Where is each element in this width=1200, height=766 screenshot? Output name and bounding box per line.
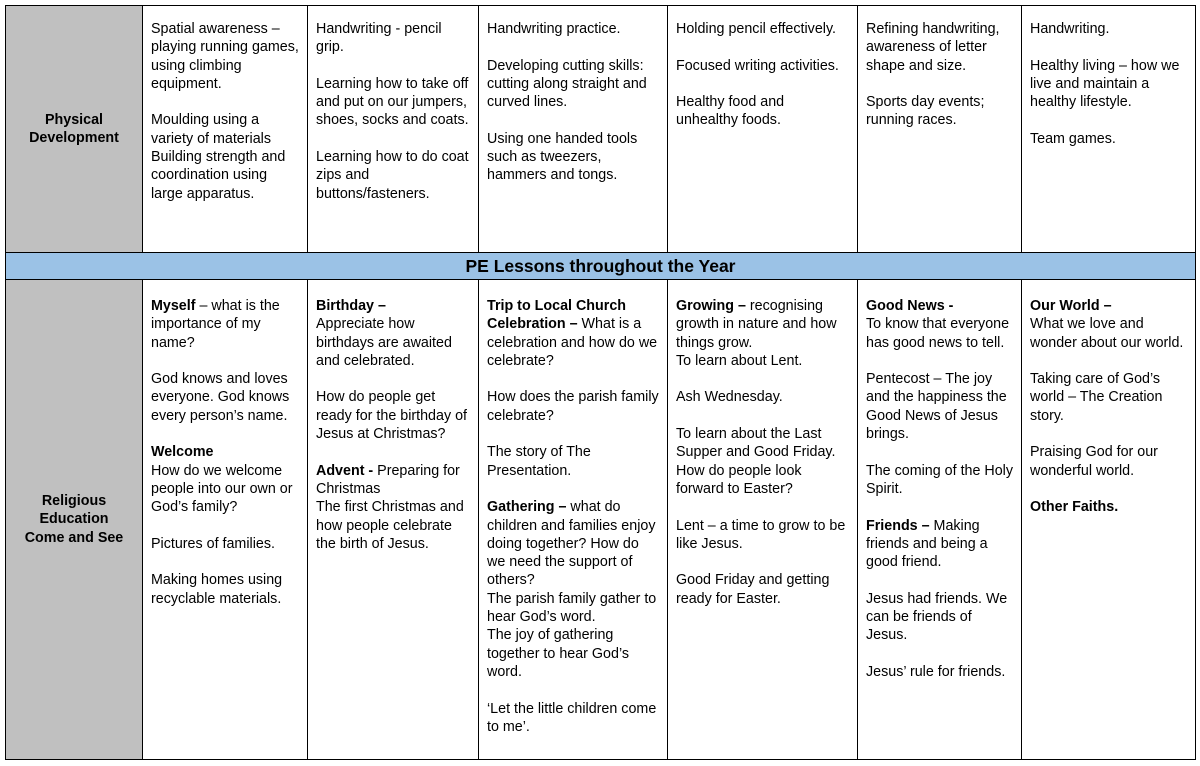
cell-paragraph [487,297,659,370]
physical-development-header [6,6,143,253]
cell-paragraph [1030,498,1187,516]
cell-text: The parish family gather to hear God’s word. [487,590,657,626]
cell-bold-heading: Good News - [866,298,954,314]
cell-text: To learn about Lent. [676,352,803,369]
cell-paragraph: Handwriting - pencil grip. [316,21,442,56]
cell-text: The joy of gathering together to hear God’s word. [487,627,630,680]
cell-paragraph [866,517,1013,572]
cell-paragraph: Spatial awareness – playing running games, using climbing equipment. [151,21,299,92]
cell-paragraph [316,462,470,553]
religious-education-header [6,280,143,760]
row-header-label: Religious [41,493,107,510]
cell-paragraph: How do people get ready for the birthday of Jesus at Christmas? [316,389,467,443]
cell-paragraph [676,425,849,498]
physical-autumn2-cell [308,6,479,253]
cell-text: How do people look forward to Easter? [676,462,802,497]
row-header-label: Physical [44,111,104,128]
cell-paragraph: Lent – a time to grow to be like Jesus. [676,517,846,552]
cell-text: To learn about the Last Supper and Good Friday. [676,426,836,461]
cell-bold-heading: Growing – [676,298,746,314]
cell-text: – what is the importance of my name? [151,298,280,351]
cell-text: recognising growth in nature and how things grow. [676,298,837,351]
cell-paragraph: Handwriting practice. [487,21,621,37]
re-autumn2-cell [308,280,479,760]
pe-lessons-band [6,253,1196,280]
cell-paragraph: ‘Let the little children come to me’. [487,700,657,735]
re-summer1-cell [858,280,1022,760]
cell-paragraph: The story of The Presentation. [487,444,591,479]
cell-paragraph: Holding pencil effectively. [676,21,837,37]
cell-paragraph: Refining handwriting, awareness of letter shape and size. [866,21,1000,74]
cell-paragraph: Praising God for our wonderful world. [1030,444,1158,479]
physical-summer2-cell [1022,6,1196,253]
cell-paragraph: Focused writing activities. [676,57,839,74]
physical-spring1-cell [479,6,668,253]
row-header-label: Come and See [24,529,124,546]
curriculum-table [5,5,1196,760]
cell-paragraph [151,297,299,352]
row-header-label: Development [29,130,119,146]
cell-paragraph: Healthy food and unhealthy foods. [676,94,785,129]
cell-bold-heading: Other Faiths. [1030,499,1119,516]
cell-bold-heading: Our World – [1030,298,1112,314]
cell-paragraph [1030,297,1187,352]
row-header-label: Education [39,511,109,528]
physical-development-row [6,6,1196,253]
cell-paragraph: Making homes using recyclable materials. [151,572,283,607]
cell-paragraph [151,443,299,516]
re-spring2-cell [668,280,858,760]
cell-paragraph: God knows and loves everyone. God knows every person’s name. [151,371,290,424]
cell-paragraph [487,498,659,681]
cell-paragraph: Learning how to take off and put on our jumpers, shoes, socks and coats. [316,75,469,129]
cell-paragraph: Learning how to do coat zips and buttons/fasteners. [316,149,469,202]
cell-paragraph: Team games. [1030,130,1116,147]
cell-bold-heading: Gathering – [487,499,567,516]
physical-summer1-cell [858,6,1022,253]
cell-paragraph [866,297,1013,352]
re-autumn1-cell [143,280,308,760]
cell-paragraph: Good Friday and getting ready for Easter. [676,572,830,607]
physical-autumn1-cell [143,6,308,253]
cell-paragraph: How does the parish family celebrate? [487,389,659,424]
cell-paragraph: Pentecost – The joy and the happiness the Good News of Jesus brings. [866,371,1007,443]
cell-paragraph: Moulding using a variety of materials Building strength and coordination using large apparatus. [151,112,286,202]
cell-text: How do we welcome people into our own or God’s family? [151,462,293,516]
cell-paragraph [676,297,849,370]
cell-text: Preparing for Christmas [316,462,460,497]
cell-paragraph: Jesus had friends. We can be friends of Jesus. [866,590,1008,644]
religious-education-row [6,280,1196,760]
cell-bold-heading: Myself [151,298,196,314]
cell-text: Appreciate how birthdays are awaited and celebrated. [316,316,452,369]
re-summer2-cell [1022,280,1196,760]
cell-paragraph [316,297,470,370]
cell-bold-heading: Birthday – [316,298,386,314]
pe-lessons-heading: PE Lessons throughout the Year [6,253,1196,280]
cell-paragraph: Sports day events; running races. [866,94,985,129]
cell-text: What we love and wonder about our world. [1030,316,1184,351]
re-spring1-cell [479,280,668,760]
cell-paragraph: Taking care of God’s world – The Creation story. [1030,371,1163,424]
cell-paragraph: Developing cutting skills: cutting along straight and curved lines. [487,57,647,111]
cell-bold-heading: Advent - [316,462,374,479]
cell-text: Making friends and being a good friend. [866,517,988,571]
cell-paragraph: The coming of the Holy Spirit. [866,462,1014,497]
cell-paragraph: Pictures of families. [151,535,275,552]
cell-bold-heading: Trip to Local Church Celebration – [487,298,627,333]
cell-paragraph: Healthy living – how we live and maintain a healthy lifestyle. [1030,57,1180,111]
cell-bold-heading: Friends – [866,517,930,534]
physical-spring2-cell [668,6,858,253]
cell-paragraph: Handwriting. [1030,21,1110,37]
cell-paragraph: Jesus’ rule for friends. [866,663,1006,680]
cell-paragraph: Ash Wednesday. [676,389,783,406]
cell-text: To know that everyone has good news to tell. [866,316,1010,351]
cell-text: The first Christmas and how people celebrate the birth of Jesus. [316,499,464,552]
cell-paragraph: Using one handed tools such as tweezers, hammers and tongs. [487,130,638,184]
cell-text: What is a celebration and how do we celebrate? [487,316,658,369]
cell-text: what do children and families enjoy doing together? How do we need the support of others? [487,499,656,589]
cell-bold-heading: Welcome [151,444,214,461]
